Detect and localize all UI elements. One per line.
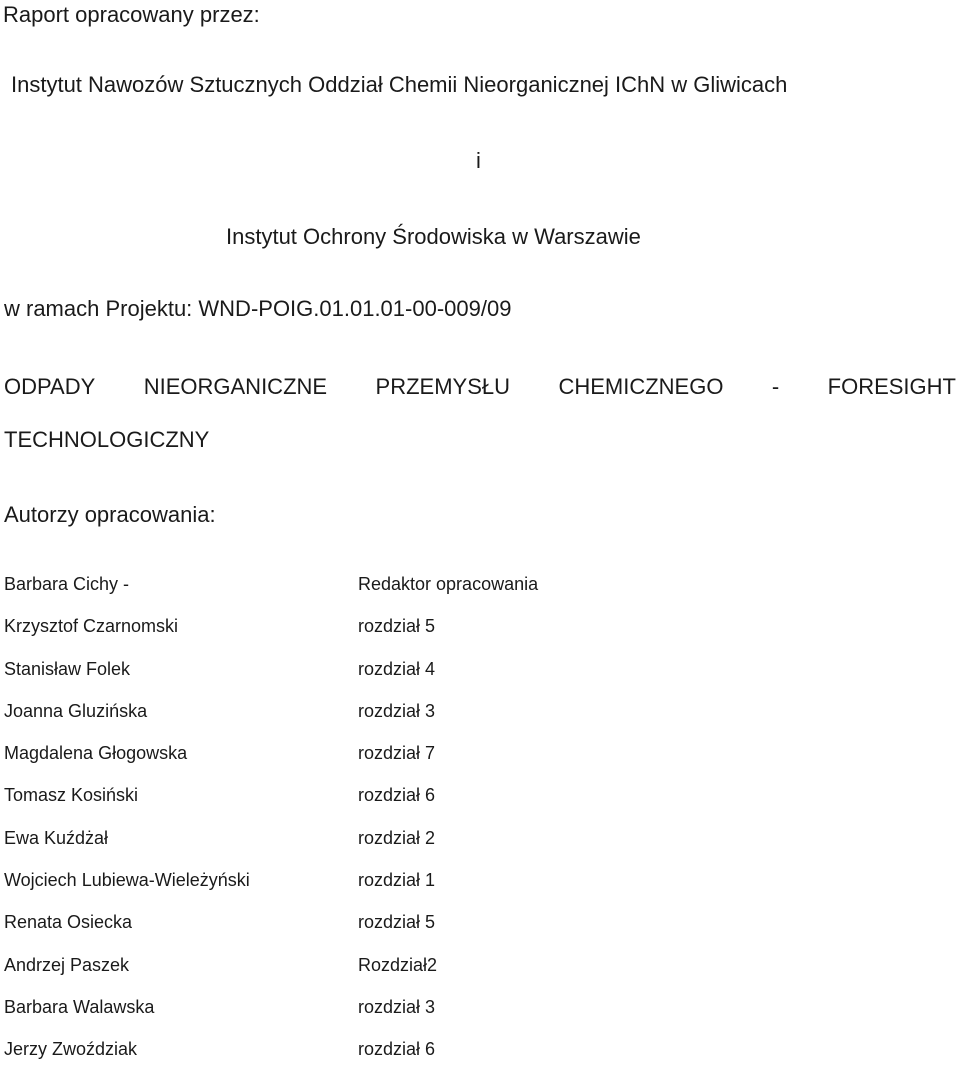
author-row (4, 697, 704, 739)
author-role: rozdział 5 (358, 616, 436, 637)
author-role: rozdział 2 (358, 827, 436, 848)
author-role: rozdział 3 (358, 700, 436, 721)
author-row (4, 866, 704, 908)
author-role: rozdział 5 (358, 912, 436, 933)
author-name: Ewa Kuźdżał (4, 827, 109, 848)
author-name: Andrzej Paszek (4, 954, 130, 975)
author-role: rozdział 1 (358, 870, 436, 891)
title-word: CHEMICZNEGO (558, 374, 724, 399)
author-role: rozdział 6 (358, 785, 436, 806)
author-row (4, 781, 704, 823)
author-role: Rozdział2 (358, 954, 438, 975)
author-row (4, 908, 704, 950)
report-title-line-1 (4, 372, 956, 402)
author-name: Stanisław Folek (4, 658, 131, 679)
author-role: rozdział 6 (358, 1039, 436, 1060)
institute-warsaw: Instytut Ochrony Środowiska w Warszawie (226, 224, 641, 249)
title-word: FORESIGHT (827, 374, 956, 399)
report-prepared-by-heading: Raport opracowany przez: (3, 2, 260, 27)
author-name: Magdalena Głogowska (4, 743, 188, 764)
author-row (4, 824, 704, 866)
author-name: Wojciech Lubiewa-Wieleżyński (4, 870, 250, 891)
institute-gliwice: Instytut Nawozów Sztucznych Oddział Chemii Nieorganicznej IChN w Gliwicach (11, 72, 788, 97)
author-name: Jerzy Zwoździak (4, 1039, 138, 1060)
author-name: Joanna Gluzińska (4, 700, 148, 721)
title-word: PRZEMYSŁU (375, 374, 510, 399)
author-row (4, 612, 704, 654)
title-word: ODPADY (4, 374, 96, 399)
author-role: rozdział 4 (358, 658, 436, 679)
conjunction-and: i (476, 148, 481, 173)
project-number: w ramach Projektu: WND-POIG.01.01.01-00-009/09 (4, 296, 512, 321)
author-row (4, 951, 704, 993)
author-role: rozdział 3 (358, 996, 436, 1017)
author-name: Krzysztof Czarnomski (4, 616, 179, 637)
author-row (4, 570, 704, 612)
author-role: rozdział 7 (358, 743, 436, 764)
author-role: Redaktor opracowania (358, 574, 539, 594)
author-name: Barbara Walawska (4, 996, 155, 1017)
author-name: Barbara Cichy - (4, 574, 130, 594)
author-name: Renata Osiecka (4, 912, 133, 933)
author-row (4, 1035, 704, 1077)
author-row (4, 739, 704, 781)
authors-list (4, 570, 704, 1078)
author-row (4, 993, 704, 1035)
title-word: - (771, 374, 780, 399)
author-name: Tomasz Kosiński (4, 785, 139, 806)
author-row (4, 655, 704, 697)
authors-heading: Autorzy opracowania: (4, 502, 216, 527)
title-word: NIEORGANICZNE (143, 374, 328, 399)
report-title-line-2: TECHNOLOGICZNY (4, 427, 210, 452)
